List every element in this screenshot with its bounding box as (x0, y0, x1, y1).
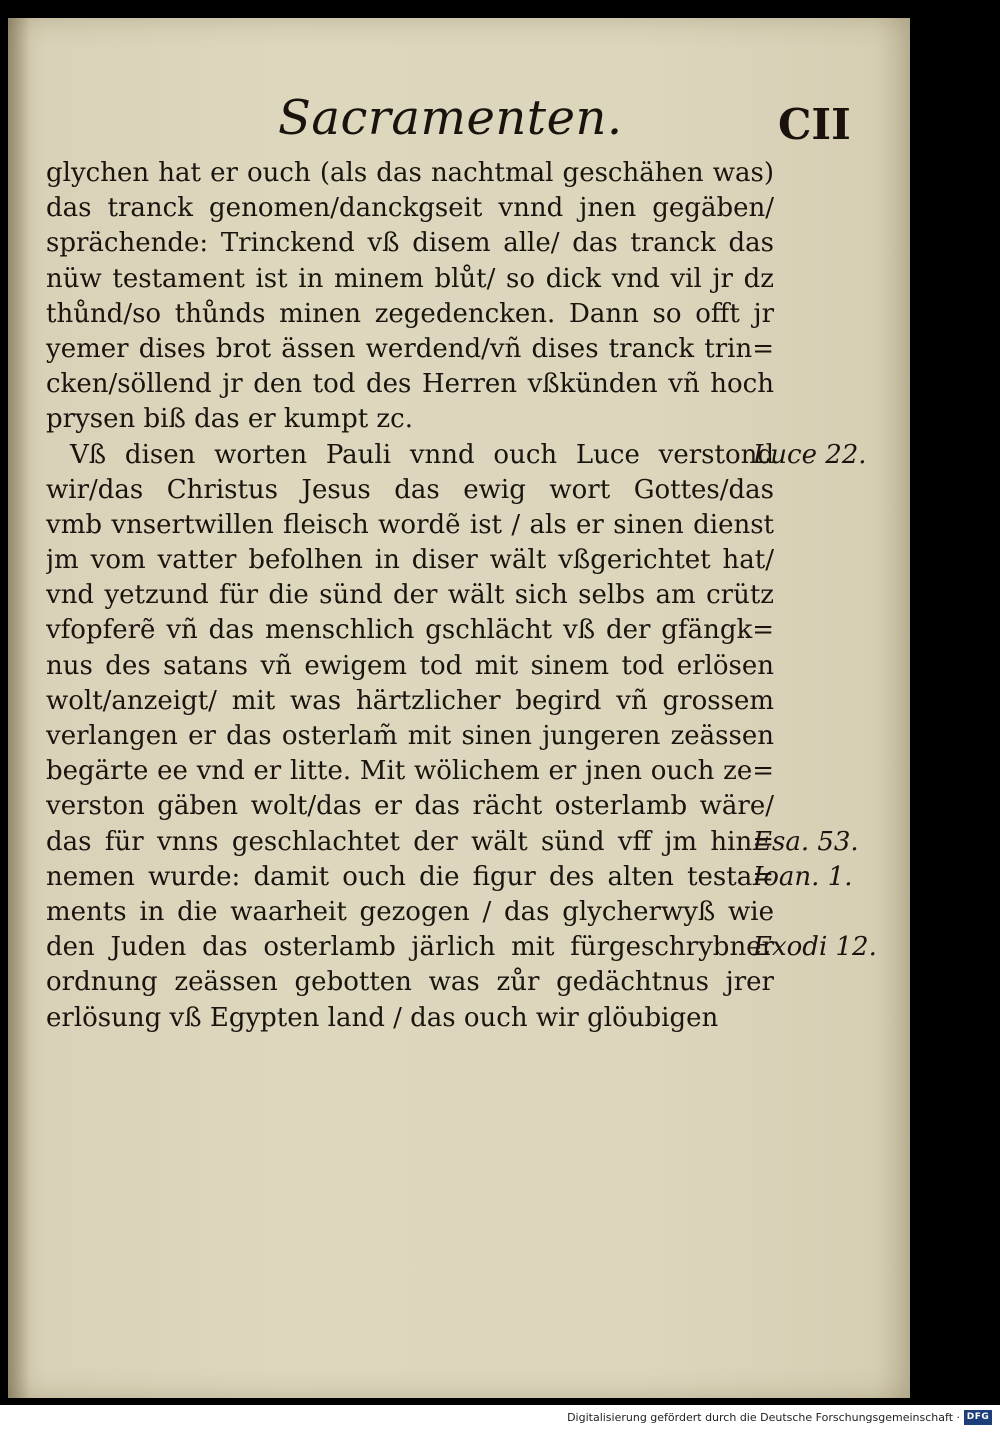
marginal-note: Ioan. 1. (753, 862, 853, 892)
folio-number: CII (778, 100, 851, 149)
running-head: Sacramenten. (278, 90, 623, 146)
text-line: sprächende: Trinckend vß disem alle/ das tranck das (46, 228, 774, 259)
text-line: vfopferẽ vñ das menschlich gschlächt vß der gfängk= (46, 615, 774, 646)
marginal-note: Exodi 12. (753, 932, 877, 963)
text-line: jm vom vatter befolhen in diser wält vßgerichtet hat/ (46, 545, 774, 576)
text-line: wolt/anzeigt/ mit was härtzlicher begird vñ grossem (46, 685, 774, 716)
marginal-note: Luce 22. (753, 439, 867, 470)
gutter-shadow (8, 18, 30, 1398)
text-line: wir/das Christus Jesus das ewig wort Gottes/das (46, 474, 774, 505)
text-line: vnd yetzund für die sünd der wält sich selbs am crütz (46, 580, 774, 611)
text-line: glychen hat er ouch (als das nachtmal geschähen was) (46, 158, 774, 188)
marginal-note: Esa. 53. (753, 826, 859, 857)
text-line: cken/söllend jr den tod des Herren vßkünden vñ hoch (46, 369, 774, 400)
text-line: nüw testament ist in minem blůt/ so dick vnd vil jr dz (46, 263, 774, 294)
text-line: Vß disen worten Pauli vnnd ouch Luce verstond (70, 439, 774, 470)
text-line: erlösung vß Egypten land / das ouch wir glöubigen (46, 1002, 719, 1033)
text-line: verston gäben wolt/das er das rächt osterlamb wäre/ (46, 791, 774, 822)
text-line: prysen biß das er kumpt zc. (46, 404, 413, 435)
text-line: nemen wurde: damit ouch die figur des alten testa= (46, 861, 774, 892)
text-line: nus des satans vñ ewigem tod mit sinem tod erlösen (46, 650, 774, 681)
text-line: yemer dises brot ässen werdend/vñ dises tranck trin= (46, 333, 774, 364)
digitization-footer (0, 1405, 1000, 1431)
text-line: ments in die waarheit gezogen / das glycherwyß wie (46, 896, 774, 927)
footer-credit: Digitalisierung gefördert durch die Deutsche Forschungsgemeinschaft · (567, 1411, 960, 1424)
text-line: begärte ee vnd er litte. Mit wölichem er jnen ouch ze= (46, 756, 774, 787)
text-line: verlangen er das osterlam̃ mit sinen jungeren zeässen (46, 721, 774, 751)
text-line: vmb vnsertwillen fleisch wordẽ ist / als er sinen dienst (46, 509, 774, 540)
text-line: das tranck genomen/danckgseit vnnd jnen gegäben/ (46, 193, 774, 224)
book-page (8, 18, 910, 1398)
text-line: den Juden das osterlamb järlich mit fürgeschrybner (46, 932, 774, 963)
dfg-logo: DFG (964, 1410, 992, 1425)
text-line: das für vnns geschlachtet der wält sünd vff jm hin= (46, 826, 774, 857)
text-line: ordnung zeässen gebotten was zůr gedächtnus jrer (46, 967, 774, 998)
body-text (46, 156, 774, 1036)
text-line: thůnd/so thůnds minen zegedencken. Dann so offt jr (46, 298, 774, 329)
